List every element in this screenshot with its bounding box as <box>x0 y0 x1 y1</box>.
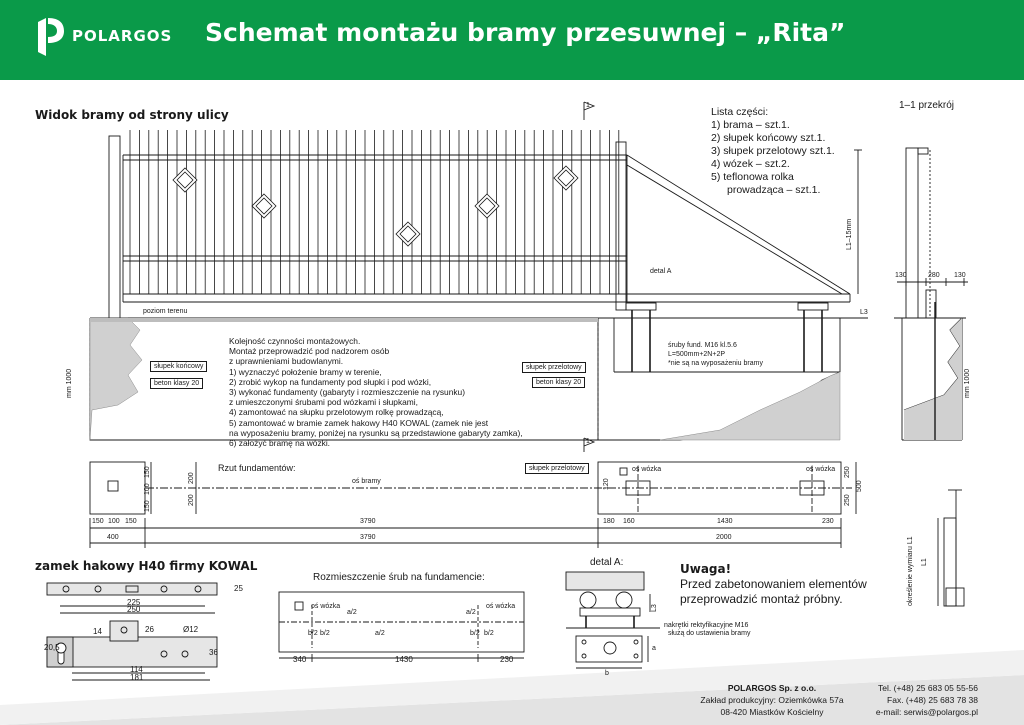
parts-item: 4) wózek – szt.2. <box>711 158 790 170</box>
steps-line: Montaż przeprowadzić pod nadzorem osób <box>229 346 390 357</box>
dim-label: 250 <box>844 466 851 478</box>
detail-a-heading: detal A: <box>590 557 624 568</box>
dim-label: 340 <box>293 655 307 664</box>
foundation-plan <box>90 462 856 548</box>
section-marker-top: 1 <box>586 102 590 109</box>
bolt-layout-heading: Rozmieszczenie śrub na fundamencie: <box>313 572 485 583</box>
detail-a-drawing <box>566 572 660 668</box>
steps-line: 3) wykonać fundamenty (gabaryty i rozmieszczenie na rysunku) <box>229 387 465 398</box>
dim-label: 181 <box>130 673 144 682</box>
dim-b-label: b <box>605 670 609 677</box>
parts-item: prowadząca – szt.1. <box>727 184 821 196</box>
dim-label: 20,5 <box>44 643 60 652</box>
dim-label: 200 <box>188 494 195 506</box>
parts-item: 5) teflonowa rolka <box>711 171 794 183</box>
steps-line: z umieszczonymi śrubami pod wózkami i słupkami, <box>229 397 418 408</box>
company-plant: Zakład produkcyjny: Oziemkówka 57a <box>700 695 844 705</box>
contact-email[interactable]: e-mail: serwis@polargos.pl <box>875 707 978 717</box>
steps-line: 5) zamontować w bramie zamek hakowy H40 KOWAL (zamek nie jest <box>229 417 489 428</box>
parts-item: 2) słupek końcowy szt.1. <box>711 132 826 144</box>
dim-label: 250 <box>844 494 851 506</box>
bolt-note-2: L=500mm+2N+2P <box>668 351 726 358</box>
street-view-heading: Widok bramy od strony ulicy <box>35 108 229 122</box>
dim-label: 100 <box>144 483 151 495</box>
steps-line: na wyposażeniu bramy, poniżej na rysunku są przedstawione gabaryty zamka), <box>229 427 523 438</box>
dim-label: 150 <box>144 466 151 478</box>
steps-line: Kolejność czynności montażowych. <box>229 336 361 346</box>
company-info <box>682 682 862 718</box>
parts-item: 3) słupek przelotowy szt.1. <box>711 145 835 157</box>
steps-line: z uprawnieniami budowlanymi. <box>229 356 344 367</box>
warning-heading: Uwaga! <box>680 562 732 576</box>
dim-label: a/2 <box>466 609 476 616</box>
carriage-axis-label: oś wózka <box>806 466 836 473</box>
concrete-label-right: beton klasy 20 <box>532 377 585 388</box>
parts-item: 1) brama – szt.1. <box>711 119 790 131</box>
l1-15-label: L1–15mm <box>846 218 853 250</box>
steps-line: 2) zrobić wykop na fundamenty pod słupki i pod wózki, <box>229 376 432 387</box>
contact-fax: Fax. (+48) 25 683 78 38 <box>887 695 978 705</box>
dim-label: 280 <box>928 272 940 279</box>
l1-detail-drawing <box>938 490 964 606</box>
ground-level-label: poziom terenu <box>143 308 188 315</box>
dim-label: 26 <box>145 625 154 634</box>
cross-section-heading: 1–1 przekrój <box>899 100 955 111</box>
dim-label: b/2 <box>308 630 318 637</box>
dim-label: 130 <box>895 272 907 279</box>
cross-section-drawing <box>894 148 968 440</box>
gate-axis-label: oś bramy <box>352 478 381 485</box>
page-title: Schemat montażu bramy przesuwnej – „Rita” <box>205 18 846 47</box>
l1-determine-label: określenie wymiaru L1 <box>907 536 914 606</box>
dim-label: 500 <box>856 480 863 492</box>
dim-label: 230 <box>822 518 834 525</box>
detail-a-marker: detal A <box>650 268 672 275</box>
dim-label: 130 <box>954 272 966 279</box>
concrete-label-left: beton klasy 20 <box>150 378 203 389</box>
end-post-label: słupek końcowy <box>150 361 207 372</box>
contact-info <box>848 682 978 718</box>
brand-name: POLARGOS <box>72 27 173 45</box>
dim-label: 1430 <box>717 518 733 525</box>
contact-tel: Tel. (+48) 25 683 05 55-56 <box>878 683 978 693</box>
parts-list <box>711 106 835 197</box>
dim-label: 2000 <box>716 534 732 541</box>
pass-post-label: słupek przelotowy <box>522 362 586 373</box>
nut-note-2: służą do ustawienia bramy <box>668 630 751 637</box>
dim-label: a/2 <box>375 630 385 637</box>
lock-heading: zamek hakowy H40 firmy KOWAL <box>35 559 258 573</box>
carriage-axis-label: oś wózka <box>632 466 662 473</box>
dim-label: 150 <box>92 518 104 525</box>
dim-label: 200 <box>188 472 195 484</box>
dim-label: 150 <box>125 518 137 525</box>
section-marker-bottom: 1 <box>586 438 590 445</box>
dim-label: b/2 <box>470 630 480 637</box>
depth-label-left: mm 1000 <box>66 368 73 398</box>
dim-label: 160 <box>623 518 635 525</box>
installation-steps <box>229 336 523 448</box>
dim-label: 230 <box>500 655 514 664</box>
bolt-note-3: *nie są na wyposażeniu bramy <box>668 360 763 367</box>
bolt-axis-label: oś wózka <box>311 603 341 610</box>
depth-label-right: mm 1000 <box>964 368 971 398</box>
dim-label: b/2 <box>320 630 330 637</box>
steps-line: 6) założyć bramę na wózki. <box>229 438 331 449</box>
nut-note-1: nakrętki rektyfikacyjne M16 <box>664 622 749 629</box>
dim-label: 120 <box>603 478 610 490</box>
company-name: POLARGOS Sp. z o.o. <box>727 683 817 693</box>
pass-post-plan-label: słupek przelotowy <box>525 463 589 474</box>
company-address: 08-420 Miastków Kościelny <box>720 707 824 717</box>
dim-label: 180 <box>603 518 615 525</box>
dim-label: 400 <box>107 534 119 541</box>
parts-heading: Lista części: <box>711 106 769 118</box>
warning-text: Przed zabetonowaniem elementów przeprowadzić montaż próbny. <box>680 577 867 606</box>
dim-label: 250 <box>127 605 141 614</box>
dim-label: 225 <box>127 598 141 607</box>
dim-label: b/2 <box>484 630 494 637</box>
dim-a-label: a <box>652 645 656 652</box>
l1-label: L1 <box>921 558 928 566</box>
dim-label: 36 <box>209 648 218 657</box>
steps-line: 4) zamontować na słupku przelotowym rolkę prowadzącą, <box>229 407 444 418</box>
dim-label: Ø12 <box>183 625 199 634</box>
dim-label: 3790 <box>360 518 376 525</box>
dim-label: 25 <box>234 584 243 593</box>
dim-label: a/2 <box>347 609 357 616</box>
foundation-plan-heading: Rzut fundamentów: <box>218 463 296 473</box>
dim-label: 114 <box>130 665 143 674</box>
dim-label: 3790 <box>360 534 376 541</box>
bolt-axis-label: oś wózka <box>486 603 516 610</box>
l3-detail-label: L3 <box>651 604 658 612</box>
steps-line: 1) wyznaczyć położenie bramy w terenie, <box>229 366 382 377</box>
l3-label: L3 <box>860 309 868 316</box>
dim-label: 150 <box>144 500 151 512</box>
bolt-note-1: śruby fund. M16 kl.5.6 <box>668 342 737 349</box>
dim-label: 1430 <box>395 655 413 664</box>
dim-label: 100 <box>108 518 120 525</box>
dim-label: 14 <box>93 627 102 636</box>
